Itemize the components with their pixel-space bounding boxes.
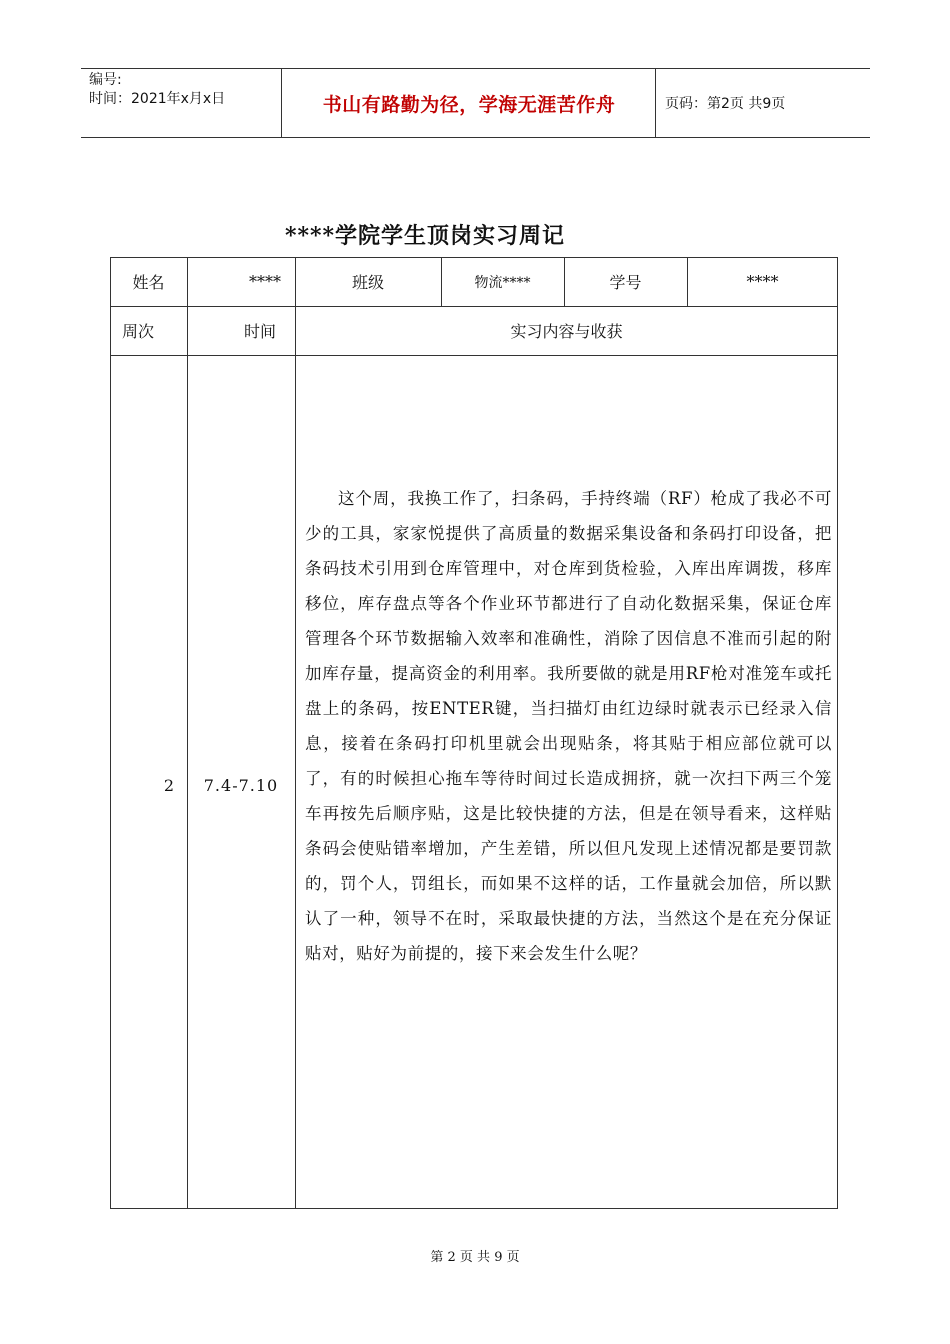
row-divider	[111, 355, 838, 356]
week-value: 2	[163, 775, 174, 795]
header-meta	[89, 71, 279, 109]
time-header: 时间	[243, 322, 276, 341]
time-label: 时间：2021年x月x日	[89, 91, 226, 107]
header-page-info: 页码：第2页 共9页	[665, 96, 786, 112]
page-footer: 第 2 页 共 9 页	[430, 1250, 520, 1265]
week-header: 周次	[122, 322, 155, 341]
document-header	[81, 68, 870, 138]
report-content: 这个周，我换工作了，扫条码，手持终端（RF）枪成了我必不可少的工具，家家悦提供了高质量的数据采集设备和条码打印设备，把条码技术引用到仓库管理中，对仓库到货检验，入库出库调拨，移库移位，库存盘点等各个作业环节都进行了自动化数据采集，保证仓库管理各个环节数据输入效率和准确性，消除了因信息不准而引起的附加库存量，提高资金的利用率。我所要做的就是用RF枪对准笼车或托盘上的条码，按ENTER键，当扫描灯由红边绿时就表示已经录入信息，接着在条码打印机里就会出现贴条，将其贴于相应部位就可以了，有的时候担心拖车等待时间过长造成拥挤，就一次扫下两三个笼车再按先后顺序贴，这是比较快捷的方法，但是在领导看来，这样贴条码会使贴错率增加，产生差错，所以但凡发现上述情况都是要罚款的，罚个人，罚组长，而如果不这样的话，工作量就会加倍，所以默认了一种，领导不在时，采取最快捷的方法，当然这个是在充分保证贴对，贴好为前提的，接下来会发生什么呢？	[305, 489, 832, 963]
document-title: ****学院学生顶岗实习周记	[284, 223, 566, 249]
class-label: 班级	[351, 273, 384, 292]
col-divider	[187, 306, 188, 1209]
col-divider	[295, 306, 296, 1209]
class-value: 物流****	[474, 274, 531, 291]
content-header: 实习内容与收获	[510, 322, 623, 341]
header-motto: 书山有路勤为径，学海无涯苦作舟	[322, 93, 616, 116]
id-label: 学号	[609, 273, 642, 292]
header-divider	[655, 69, 656, 137]
header-divider	[281, 69, 282, 137]
time-value: 7.4-7.10	[203, 775, 279, 795]
name-label: 姓名	[132, 273, 165, 292]
number-label: 编号:	[89, 72, 122, 88]
name-value: ****	[249, 272, 281, 291]
id-value: ****	[746, 272, 779, 291]
